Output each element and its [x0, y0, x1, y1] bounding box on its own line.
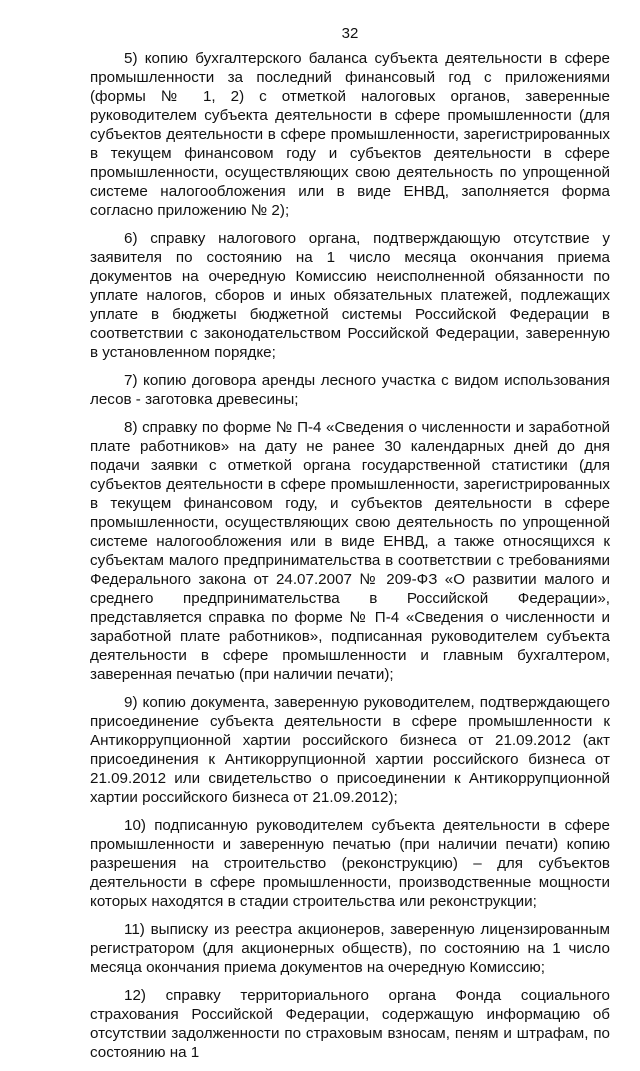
list-item-7: 7) копию договора аренды лесного участка с видом использования лесов - заготовка древесины; — [90, 372, 610, 408]
list-item-8: 8) справку по форме № П-4 «Сведения о численности и заработной плате работников» на дату не ранее 30 календарных дней до дня подачи заявки с отметкой органа государственной статистики (для субъектов деятельности в сфере промышленности, зарегистрированных в текущем финансовом году, и субъектов деятельности в сфере промышленности, осуществляющих свою деятельность по упрощенной системе налогообложения или в виде ЕНВД, а также относящихся к субъектам малого предпринимательства в соответствии с требованиями Федерального закона от 24.07.2007 № 209-ФЗ «О развитии малого и среднего предпринимательства в Российской Федерации», представляется справка по форме № П-4 «Сведения о численности и заработной плате работников», подписанная руководителем субъекта деятельности в сфере промышленности и главным бухгалтером, заверенная печатью (при наличии печати); — [90, 419, 610, 683]
list-item-5: 5) копию бухгалтерского баланса субъекта деятельности в сфере промышленности за последний финансовый год с приложениями (формы № 1, 2) с отметкой налоговых органов, заверенные руководителем субъекта деятельности в сфере промышленности (для субъектов деятельности в сфере промышленности, зарегистрированных в текущем финансовом году и субъектов деятельности в сфере промышленности, осуществляющих свою деятельность по упрощенной системе налогообложения или в виде ЕНВД, заполняется форма согласно приложению № 2); — [90, 50, 610, 219]
document-page — [90, 24, 610, 1071]
list-item-9: 9) копию документа, заверенную руководителем, подтверждающего присоединение субъекта деятельности в сфере промышленности к Антикоррупционной хартии российского бизнеса от 21.09.2012 (акт присоединения к Антикоррупционной хартии российского бизнеса от 21.09.2012 или свидетельство о присоединении к Антикоррупционной хартии российского бизнеса от 21.09.2012); — [90, 694, 610, 806]
list-item-6: 6) справку налогового органа, подтверждающую отсутствие у заявителя по состоянию на 1 число месяца окончания приема документов на очередную Комиссию неисполненной обязанности по уплате налогов, сборов и иных обязательных платежей, подлежащих уплате в бюджеты бюджетной системы Российской Федерации в соответствии с законодательством Российской Федерации, заверенную в установленном порядке; — [90, 230, 610, 361]
list-item-10: 10) подписанную руководителем субъекта деятельности в сфере промышленности и заверенную печатью (при наличии печати) копию разрешения на строительство (реконструкцию) – для субъектов деятельности в сфере промышленности, производственные мощности которых находятся в стадии строительства или реконструкции; — [90, 817, 610, 910]
list-item-11: 11) выписку из реестра акционеров, заверенную лицензированным регистратором (для акционерных обществ), по состоянию на 1 число месяца окончания приема документов на очередную Комиссию; — [90, 921, 610, 976]
page-number: 32 — [341, 25, 359, 42]
list-item-12: 12) справку территориального органа Фонда социального страхования Российской Федерации, содержащую информацию об отсутствии задолженности по страховым взносам, пеням и штрафам, по состоянию на 1 — [90, 987, 610, 1061]
